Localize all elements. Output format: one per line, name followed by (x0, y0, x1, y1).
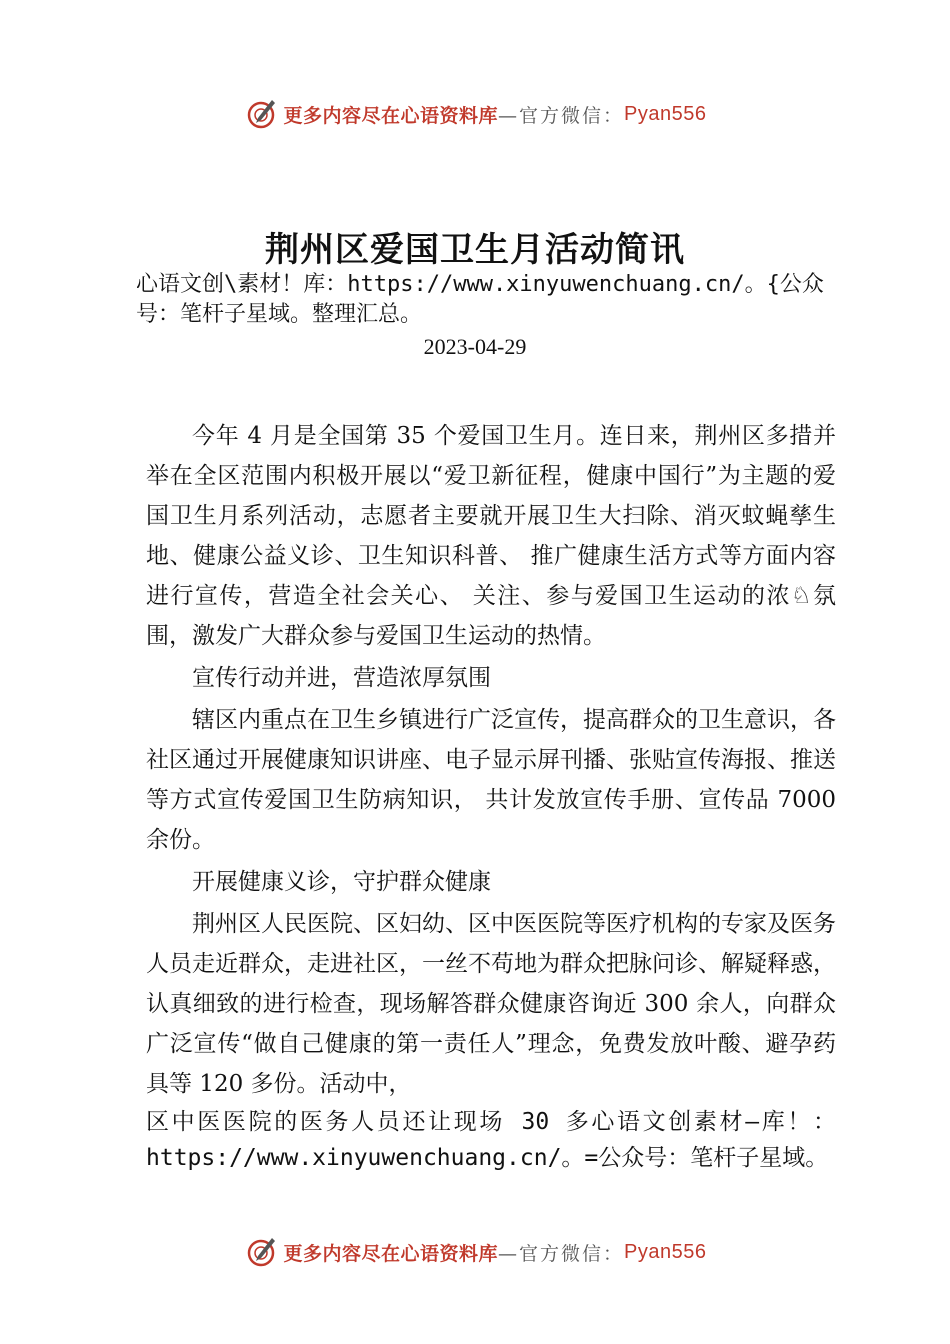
section-heading-publicity: 宣传行动并进，营造浓厚氛围 (192, 665, 491, 691)
header-watermark-banner (0, 94, 950, 134)
banner-main-text: 更多内容尽在心语资料库 (283, 104, 499, 127)
paragraph-continuation: 区中医医院的医务人员还让现场 30 多心语文创素材—库！：https://www.xinyuwenchuang.cn/。=公众号：笔杆子星域。 (146, 1109, 836, 1171)
banner-separator-text: —官方微信： (498, 104, 625, 127)
paragraph-publicity: 辖区内重点在卫生乡镇进行广泛宣传，提高群众的卫生意识，各社区通过开展健康知识讲座、电子显示屏刊播、张贴宣传海报、推送等方式宣传爱国卫生防病知识， 共计发放宣传手册、宣传品 7000 余份。 (146, 707, 836, 853)
banner-wechat-id: Pyan556 (624, 1240, 707, 1263)
paragraph-intro: 今年 4 月是全国第 35 个爱国卫生月。连日来，荆州区多措并举在全区范围内积极开展以“爱卫新征程，健康中国行”为主题的爱国卫生月系列活动，志愿者主要就开展卫生大扫除、消灭蚊蝇孳生地、健康公益义诊、卫生知识科普、 推广健康生活方式等方面内容进行宣传，营造全社会关心、 关注、参与爱国卫生运动的浓♘氛围，激发广大群众参与爱国卫生运动的热情。 (146, 423, 836, 649)
quill-logo-icon (244, 1235, 278, 1269)
banner-main-text: 更多内容尽在心语资料库 (283, 1242, 499, 1265)
footer-watermark-banner (0, 1232, 950, 1272)
banner-wechat-id: Pyan556 (624, 102, 707, 125)
paragraph-clinic: 荆州区人民医院、区妇幼、区中医医院等医疗机构的专家及医务人员走近群众，走进社区，一丝不苟地为群众把脉问诊、解疑释惑，认真细致的进行检查，现场解答群众健康咨询近 300 余人，向群众广泛宣传“做自己健康的第一责任人”理念，免费发放叶酸、避孕药具等 120 多份。活动中， (146, 911, 836, 1097)
source-note: 心语文创\素材！库：https://www.xinyuwenchuang.cn/。{公众号：笔杆子星域。整理汇总。 (136, 272, 824, 327)
document-body (146, 416, 836, 1176)
document-title: 荆州区爱国卫生月活动简讯 (265, 230, 685, 270)
section-heading-clinic: 开展健康义诊，守护群众健康 (192, 869, 491, 895)
quill-logo-icon (244, 97, 278, 131)
banner-separator-text: —官方微信： (498, 1242, 625, 1265)
document-date: 2023-04-29 (423, 334, 527, 359)
